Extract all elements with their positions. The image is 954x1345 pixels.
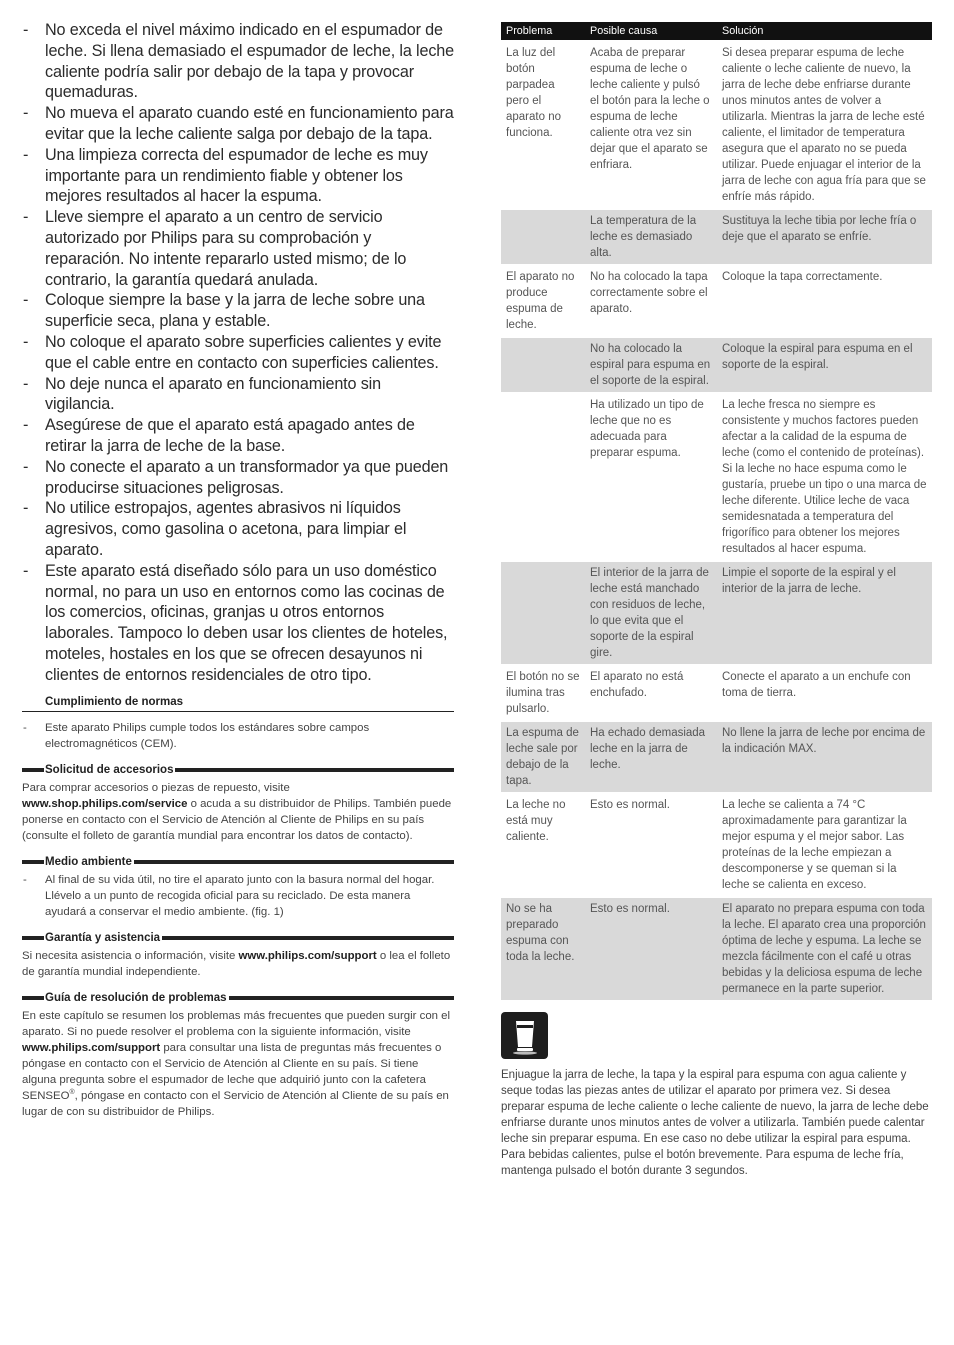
warning-item: - Este aparato está diseñado sólo para un uso doméstico normal, no para un uso en entornos como las cocinas de los comercios, oficinas, granjas u otros entornos laborales. Tampoco lo deben usar los clientes de hoteles, moteles, hostales en los que se ofrecen desayunos ni clientes de entornos residenciales de otro tipo. <box>22 561 454 686</box>
cell-solution: Conecte el aparato a un enchufe con toma de tierra. <box>717 665 932 721</box>
troubleshooting-heading <box>22 991 454 1005</box>
cell-cause: Esto es normal. <box>585 793 717 897</box>
support-link[interactable]: www.philips.com/support <box>22 1041 161 1054</box>
cell-problem <box>501 337 585 393</box>
warning-item: - Asegúrese de que el aparato está apagado antes de retirar la jarra de leche de la base. <box>22 415 454 457</box>
cell-problem: La luz del botón parpadea pero el aparato no funciona. <box>501 41 585 209</box>
cell-problem: La leche no está muy caliente. <box>501 793 585 897</box>
cell-solution: No llene la jarra de leche por encima de la indicación MAX. <box>717 721 932 793</box>
cell-problem <box>501 209 585 265</box>
cell-problem <box>501 561 585 665</box>
troubleshooting-text-cont: para consultar una lista de preguntas más frecuentes o póngase en contacto con el Servicio de Atención al Cliente en su país. Si tiene alguna pregunta sobre el espumador de leche que adquirió junto con la cafetera SENSEO <box>22 1041 442 1102</box>
cell-solution: Coloque la espiral para espuma en el soporte de la espiral. <box>717 337 932 393</box>
norms-list <box>22 720 454 752</box>
accessories-text: Para comprar accesorios o piezas de repuesto, visite <box>22 781 290 794</box>
warranty-text: Si necesita asistencia o información, visite <box>22 949 239 962</box>
heading-bar-left <box>22 860 44 864</box>
warning-item: - Coloque siempre la base y la jarra de leche sobre una superficie seca, plana y estable. <box>22 290 454 332</box>
header-solution: Solución <box>717 22 932 41</box>
cell-problem: El botón no se ilumina tras pulsarlo. <box>501 665 585 721</box>
troubleshooting-paragraph <box>22 1008 454 1120</box>
warning-item: - No conecte el aparato a un transformador ya que pueden producirse situaciones peligrosas. <box>22 457 454 499</box>
environment-list <box>22 872 454 920</box>
warning-item: - No deje nunca el aparato en funcionamiento sin vigilancia. <box>22 374 454 416</box>
left-column <box>22 20 454 1120</box>
milk-jug-icon-graphic <box>508 1017 542 1055</box>
cell-solution: El aparato no prepara espuma con toda la leche. El aparato crea una proporción óptima de leche y espuma. La leche se mezcla fácilmente con el café u otras bebidas y la deliciosa espuma de leche permanece en la parte superior. <box>717 897 932 1000</box>
cell-cause: El interior de la jarra de leche está manchado con residuos de leche, lo que evita que el soporte de la espiral gire. <box>585 561 717 665</box>
table-row <box>501 897 932 1000</box>
table-row <box>501 337 932 393</box>
warning-item: - No coloque el aparato sobre superficies calientes y evite que el cable entre en contacto con superficies calientes. <box>22 332 454 374</box>
warning-item: - Lleve siempre el aparato a un centro de servicio autorizado por Philips para su comprobación y reparación. No intente repararlo usted mismo; de lo contrario, la garantía quedará anulada. <box>22 207 454 290</box>
cell-cause: Ha echado demasiada leche en la jarra de leche. <box>585 721 717 793</box>
header-problem: Problema <box>501 22 585 41</box>
warranty-paragraph <box>22 948 454 980</box>
cell-cause: El aparato no está enchufado. <box>585 665 717 721</box>
cell-solution: Si desea preparar espuma de leche caliente o leche caliente de nuevo, la jarra de leche debe enfriarse durante unos minutos antes de volver a utilizarla. Mientras la jarra de leche esté caliente, el limitador de temperatura asegura que el aparato no se pueda utilizar. Puede enjuagar el interior de la jarra de leche con agua fría para que se enfríe más rápido. <box>717 41 932 209</box>
heading-bar-left <box>22 936 44 940</box>
table-header-row <box>501 22 932 41</box>
cell-cause: La temperatura de la leche es demasiado alta. <box>585 209 717 265</box>
warning-item: - No utilice estropajos, agentes abrasivos ni líquidos agresivos, como gasolina o acetona, para limpiar el aparato. <box>22 498 454 560</box>
table-row <box>501 265 932 337</box>
cell-cause: Esto es normal. <box>585 897 717 1000</box>
cell-solution: Coloque la tapa correctamente. <box>717 265 932 337</box>
cell-solution: Limpie el soporte de la espiral y el interior de la jarra de leche. <box>717 561 932 665</box>
warranty-heading <box>22 931 454 945</box>
accessories-paragraph <box>22 780 454 844</box>
environment-heading <box>22 855 454 869</box>
heading-bar-left <box>22 768 44 772</box>
troubleshooting-text: En este capítulo se resumen los problemas más frecuentes que pueden surgir con el aparato. Si no puede resolver el problema con la siguiente información, visite <box>22 1009 451 1038</box>
cell-solution: La leche fresca no siempre es consistente y muchos factores pueden afectar a la calidad de la espuma de leche (como el contenido de proteínas). Si la leche no hace espuma como le gustaría, pruebe un tipo o una marca de leche diferente. Utilice leche de vaca semidesnatada a temperatura del frigorífico para obtener los mejores resultados al hacer espuma. <box>717 393 932 561</box>
norms-heading: Cumplimiento de normas <box>22 696 454 712</box>
safety-warnings-list <box>22 20 454 686</box>
milk-jug-icon <box>501 1012 548 1059</box>
cell-cause: No ha colocado la tapa correctamente sobre el aparato. <box>585 265 717 337</box>
table-row <box>501 209 932 265</box>
header-cause: Posible causa <box>585 22 717 41</box>
heading-bar-right <box>162 936 454 940</box>
registered-mark: ® <box>69 1088 75 1096</box>
first-use-paragraph: Enjuague la jarra de leche, la tapa y la espiral para espuma con agua caliente y seque todas las piezas antes de utilizar el aparato por primera vez. Si desea preparar espuma de leche caliente o leche caliente de nuevo, la jarra de leche debe enfriarse durante unos minutos antes de volver a utilizarla. También puede calentar leche sin preparar espuma. En ese caso no debe utilizar la espiral para espuma. Para bebidas calientes, pulse el botón brevemente. Para espuma de leche fría, mantenga pulsado el botón durante 3 segundos. <box>501 1069 929 1177</box>
cell-solution: La leche se calienta a 74 °C aproximadamente para garantizar la mejor espuma y el mejor sabor. Las proteínas de la leche empiezan a descomponerse y se queman si la leche se calienta en exceso. <box>717 793 932 897</box>
environment-heading-text: Medio ambiente <box>45 855 132 868</box>
right-column <box>501 22 931 1191</box>
heading-bar-right <box>134 860 454 864</box>
cell-problem <box>501 393 585 561</box>
shop-link[interactable]: www.shop.philips.com/service <box>22 797 188 810</box>
accessories-heading <box>22 763 454 777</box>
norms-item: - Este aparato Philips cumple todos los estándares sobre campos electromagnéticos (CEM). <box>22 720 454 752</box>
warranty-text-cont: o lea el folleto de garantía mundial independiente. <box>22 949 451 978</box>
warning-item: - No exceda el nivel máximo indicado en el espumador de leche. Si llena demasiado el espumador de leche, la leche caliente podría salir por debajo de la tapa y provocar quemaduras. <box>22 20 454 103</box>
cell-cause: Ha utilizado un tipo de leche que no es adecuada para preparar espuma. <box>585 393 717 561</box>
warning-item: - No mueva el aparato cuando esté en funcionamiento para evitar que la leche caliente salga por debajo de la tapa. <box>22 103 454 145</box>
cell-cause: No ha colocado la espiral para espuma en el soporte de la espiral. <box>585 337 717 393</box>
warning-item: - Una limpieza correcta del espumador de leche es muy importante para un rendimiento fiable y obtener los mejores resultados al hacer la espuma. <box>22 145 454 207</box>
heading-bar-left <box>22 996 44 1000</box>
table-row <box>501 561 932 665</box>
table-row <box>501 793 932 897</box>
table-row <box>501 393 932 561</box>
heading-bar-right <box>229 996 455 1000</box>
environment-item: - Al final de su vida útil, no tire el aparato junto con la basura normal del hogar. Llévelo a un punto de recogida oficial para su reciclado. De esta manera ayudará a conservar el medio ambiente. (fig. 1) <box>22 872 454 920</box>
cell-solution: Sustituya la leche tibia por leche fría o deje que el aparato se enfríe. <box>717 209 932 265</box>
accessories-heading-text: Solicitud de accesorios <box>45 763 174 776</box>
table-row <box>501 665 932 721</box>
cell-problem: No se ha preparado espuma con toda la leche. <box>501 897 585 1000</box>
troubleshooting-heading-text: Guía de resolución de problemas <box>45 991 227 1004</box>
cell-problem: La espuma de leche sale por debajo de la tapa. <box>501 721 585 793</box>
support-link[interactable]: www.philips.com/support <box>238 949 377 962</box>
cell-problem: El aparato no produce espuma de leche. <box>501 265 585 337</box>
troubleshooting-text-end: , póngase en contacto con el Servicio de Atención al Cliente de su país en lugar de con su distribuidor de Philips. <box>22 1089 449 1118</box>
accessories-text-cont: o acuda a su distribuidor de Philips. También puede ponerse en contacto con el Servicio de Atención al Cliente de Philips en su país (consulte el folleto de garantía mundial para encontrar los datos de contacto). <box>22 797 452 842</box>
troubleshooting-table <box>501 22 932 1000</box>
warranty-heading-text: Garantía y asistencia <box>45 931 161 944</box>
heading-bar-right <box>175 768 454 772</box>
cell-cause: Acaba de preparar espuma de leche o leche caliente y pulsó el botón para la leche o espuma de leche caliente otra vez sin dejar que el aparato se enfriara. <box>585 41 717 209</box>
table-row <box>501 721 932 793</box>
table-row <box>501 41 932 209</box>
